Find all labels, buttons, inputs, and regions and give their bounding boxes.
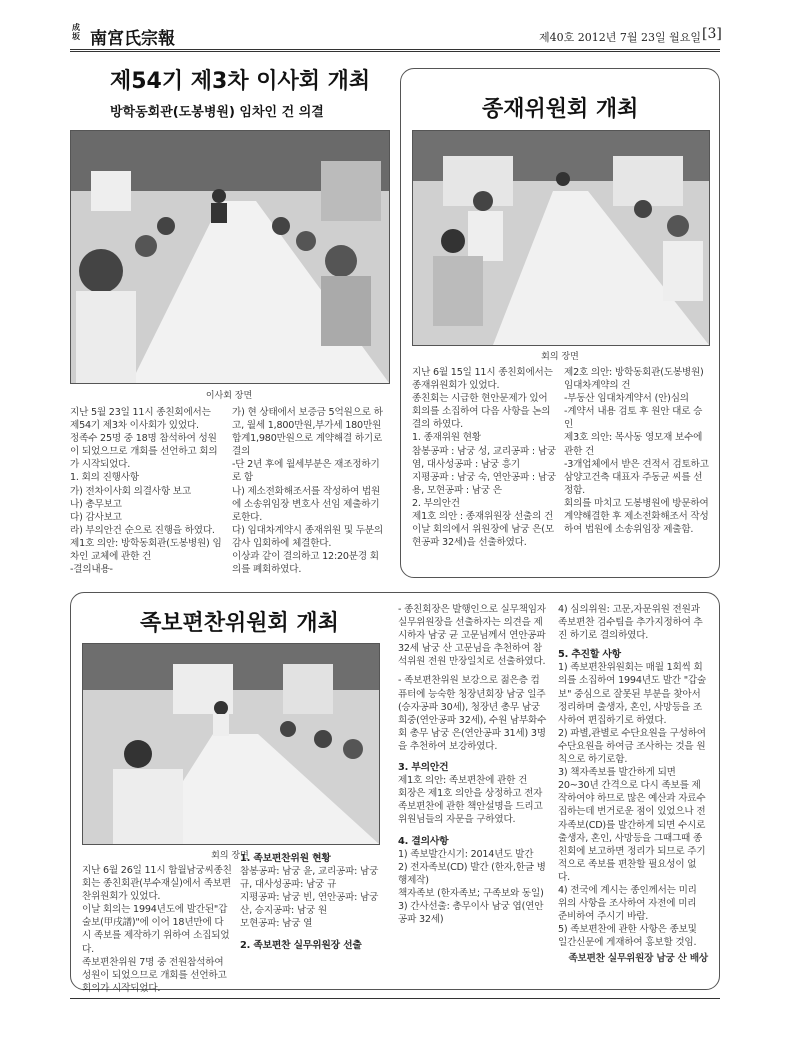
paragraph: 3) 책자족보를 발간하게 되면 20~30년 간격으로 다시 족보를 제작하여야 하므로 많은 예산과 자료수집하는데 번거로운 점이 있었으나 전자족보(CD)를 발간하게 되면 수시로 출생자, 혼인, 사망등을 그때그때 종친회에 보고하면 정리가 되므로 주기적으로 족보를 편찬할 필요성이 없다. — [558, 767, 706, 883]
page-number: [3] — [702, 26, 722, 42]
paragraph: 지평공파 : 남궁 숙, 연안공파 : 남궁 용, 모현공파 : 남궁 은 — [412, 471, 556, 496]
masthead-mark — [72, 23, 80, 41]
paragraph: 2. 부의안건 — [412, 497, 460, 509]
article2-col2 — [564, 366, 709, 536]
paragraph: 모현공파: 남궁 열 — [240, 918, 313, 930]
paragraph: 참봉공파 : 남궁 성, 교리공파 : 남궁 염, 대사성공파 : 남궁 흥기 — [412, 445, 556, 470]
paragraph: 제2호 의안: 방학동회관(도봉병원) 임대차계약의 건 — [564, 367, 704, 392]
masthead-rule-2 — [70, 51, 720, 52]
paragraph: 제1호 의안: 방학동회관(도봉병원) 임차인 교체에 관한 건 — [70, 537, 222, 563]
paragraph: 다) 임대차계약시 종재위원 및 두분의 감사 입회하에 체결한다. — [232, 524, 383, 549]
paragraph: 1. 회의 진행사항 — [70, 472, 139, 484]
article3-photo — [82, 643, 380, 845]
article1-title: 제54기 제3차 이사회 개최 — [110, 69, 371, 94]
paragraph: 정족수 25명 중 18명 참석하여 성원이 되었으므로 개회를 선언하고 회의가 시작되었다. — [70, 433, 218, 471]
paragraph: 제1호 의안 : 종재위원장 선출의 건 — [412, 511, 554, 523]
paragraph: 회의를 마치고 도봉병원에 방문하여 계약해결한 후 제소전화해조서 작성하여 법원에 소송위임장 제출함. — [564, 497, 709, 536]
genealogy-photo-image — [83, 644, 379, 844]
paragraph: 지난 6월 26일 11시 합월남궁씨종친회는 종친회관(부수재실)에서 족보편찬위원회가 있었다. — [82, 865, 232, 903]
paragraph: 2) 전자족보(CD) 발간 (한자,한글 병행제작) — [398, 861, 546, 886]
paragraph: 나) 총무보고 — [70, 498, 122, 510]
paragraph: -부동산 임대차계약서 (안)심의 — [564, 393, 689, 405]
paragraph: 4) 심의위원: 고문,자문위원 전원과 족보편찬 검수팀을 추가지정하여 추진 하기로 결의하였다. — [558, 604, 703, 642]
article1-subtitle: 방학동회관(도봉병원) 임차인 건 의결 — [110, 105, 324, 120]
paragraph: -단 2년 후에 월세부분은 재조정하기로 함 — [232, 459, 380, 484]
paragraph: 이상과 같이 결의하고 12:20분경 회의를 폐회하였다. — [232, 551, 379, 576]
paragraph: -결의내용- — [70, 564, 113, 576]
paragraph: 지평공파: 남궁 빈, 연안공파: 남궁 산, 승지공파: 남궁 원 — [240, 892, 379, 917]
paragraph: 1. 종재위원 현황 — [412, 432, 481, 444]
paragraph: 다) 감사보고 — [70, 511, 122, 523]
section-heading: 1. 족보편찬위원 현황 — [240, 853, 331, 864]
paragraph: 족보편찬위원 7명 중 전원참석하여 성원이 되었으므로 개회를 선언하고 회의가 시작되었다. — [82, 956, 227, 994]
paragraph: 제3호 의안: 목사동 영모재 보수에 관한 건 — [564, 432, 703, 457]
article3-title: 족보편찬위원회 개최 — [140, 611, 339, 636]
article2-caption: 회의 장면 — [541, 352, 579, 362]
article3-col1 — [82, 864, 232, 995]
article2-col1 — [412, 366, 556, 549]
masthead-mark-bottom: 坂 — [72, 32, 80, 41]
paragraph: 1) 족보편찬위원회는 매월 1회씩 회의를 소집하여 1994년도 발간 "갑술보" 중심으로 잘못된 부분을 찾아서 정리하며 출생자, 혼인, 사망등을 조사하여 편집하기로 하였다. — [558, 662, 707, 726]
paragraph: - 족보편찬위원 보강으로 젊은층 컴퓨터에 능숙한 청장년회장 남궁 일주(승자공파 30세), 청장년 총무 남궁 희중(연안공파 32세), 수원 남부화수회 총무 남궁 은(연안공파 31세) 3명을 추천하여 보강하였다. — [398, 675, 547, 752]
article1-caption: 이사회 장면 — [205, 391, 253, 401]
article3-col3 — [398, 603, 548, 926]
paragraph: 회장은 제1호 의안을 상정하고 전자족보편찬에 관한 책안설명을 드리고 위원님들의 자문을 구하였다. — [398, 788, 543, 826]
article1-col1 — [70, 406, 222, 576]
paragraph: 5) 족보편찬에 관한 사항은 종보및 일간신문에 게재하여 홍보할 것임. — [558, 924, 697, 949]
article2-photo — [412, 130, 710, 346]
paragraph: 가) 전차이사회 의결사항 보고 — [70, 485, 191, 497]
article2-title: 종재위원회 개최 — [482, 97, 639, 122]
issue-date: 제40호 2012년 7월 23일 월요일 — [539, 31, 701, 44]
section-heading: 5. 추진할 사항 — [558, 649, 621, 661]
masthead-rule — [70, 49, 720, 50]
paragraph: 이날 회의에서 위원장에 남궁 은(모현공파 32세)을 선출하였다. — [412, 524, 554, 549]
section-heading: 2. 족보편찬 실무위원장 선출 — [240, 939, 362, 951]
article3-col4 — [558, 603, 708, 966]
paragraph: 4) 전국에 계시는 종인께서는 미리 위의 사항을 조사하여 자전에 미리 준비하여 주시기 바람. — [558, 884, 697, 923]
paragraph: 1) 족보발간시기: 2014년도 발간 — [398, 848, 534, 860]
paragraph: 3) 간사선출: 총무이사 남궁 엽(연안공파 32세) — [398, 900, 544, 926]
article1-col2 — [232, 406, 387, 576]
meeting-photo-image — [71, 131, 389, 383]
article3-caption: 회의 장면 — [211, 851, 249, 861]
paragraph: 지난 5월 23일 11시 종친회에서는 제54기 제3차 이사회가 있었다. — [70, 407, 211, 432]
paragraph: 책자족보 (한자족보; 구족보와 동일) — [398, 887, 544, 899]
paragraph: 나) 제소전화해조서를 작성하여 법원에 소송위임장 변호사 선임 제출하기로한다. — [232, 485, 381, 523]
paragraph: 2) 파별,관별로 수단요원을 구성하여 수단요원을 하여금 조사하는 것을 원칙으로 하기로함. — [558, 727, 706, 766]
paragraph: - 종친회장은 발행인으로 실무책임자 실무위원장을 선출하자는 의견을 제시하자 남궁 균 고문님께서 연안공파 32세 남궁 산 고문님을 추천하여 참석위원 전원 만장일치로 선출하였다. — [398, 604, 546, 668]
footer-rule — [70, 998, 720, 999]
paragraph: 지난 6월 15일 11시 종친회에서는 종재위원회가 있었다. — [412, 367, 553, 392]
paragraph: 가) 현 상태에서 보증금 5억원으로 하고, 월세 1,800만원,부가세 180만원 합계1,980만원으로 계약해결 하기로 결의 — [232, 407, 383, 458]
paragraph: 이날 회의는 1994년도에 발간된"갑술보(甲戌譜)"에 이어 18년만에 다시 족보를 제작하기 위하여 소집되었다. — [82, 904, 230, 955]
article1-photo — [70, 130, 390, 384]
paragraph: 참봉공파: 남궁 윤, 교리공파: 남궁 규, 대사성공파: 남궁 규 — [240, 866, 379, 891]
section-heading: 3. 부의안건 — [398, 762, 449, 774]
masthead-mark-top: 成 — [72, 23, 80, 32]
paragraph: 종친회는 시급한 현안문제가 있어 회의를 소집하여 다음 사항을 논의결의 하였다. — [412, 393, 551, 431]
masthead-title: 南宮氏宗報 — [90, 29, 175, 49]
section-heading: 4. 결의사항 — [398, 835, 449, 847]
article3-col2 — [240, 852, 380, 952]
committee-photo-image — [413, 131, 709, 345]
paragraph: -계약서 내용 검토 후 원안 대로 승인 — [564, 406, 703, 431]
signoff: 족보편찬 실무위원장 남궁 산 배상 — [568, 953, 708, 965]
paragraph: -3개업체에서 받은 견적서 검토하고 삼양고건축 대표자 주동균 씨를 선정함. — [564, 458, 709, 496]
paragraph: 제1호 의안: 족보편찬에 관한 건 — [398, 775, 528, 787]
paragraph: 라) 부의안건 순으로 진행을 하였다. — [70, 524, 215, 536]
